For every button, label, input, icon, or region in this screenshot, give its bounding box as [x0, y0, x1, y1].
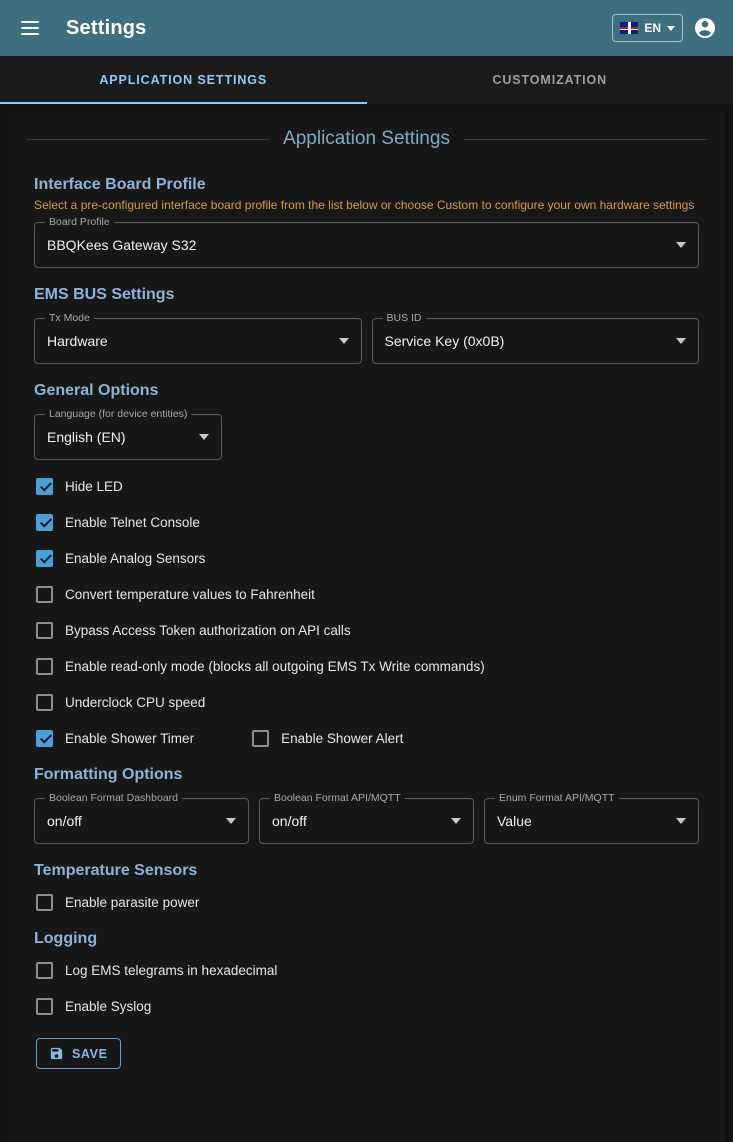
section-formatting-options-title: Formatting Options — [34, 766, 183, 783]
enum-api-field-wrap — [484, 792, 699, 844]
board-profile-select[interactable] — [34, 216, 699, 268]
checkbox-enable-parasite-power[interactable] — [36, 894, 199, 911]
section-logging-title: Logging — [34, 930, 98, 947]
checkbox-label: Hide LED — [65, 478, 123, 494]
checkbox-box-icon[interactable] — [36, 586, 53, 603]
bus-id-value: Service Key (0x0B) — [384, 333, 505, 349]
checkbox-label: Enable Shower Alert — [281, 730, 404, 746]
checkbox-box-icon[interactable] — [36, 514, 53, 531]
checkbox-enable-analog-sensors[interactable] — [36, 550, 205, 567]
tx-mode-label: Tx Mode — [45, 312, 94, 324]
board-profile-value: BBQKees Gateway S32 — [47, 237, 197, 253]
floppy-disk-save-icon — [49, 1046, 64, 1061]
checkbox-label: Enable read-only mode (blocks all outgoing EMS Tx Write commands) — [65, 658, 485, 674]
language-selector[interactable] — [612, 14, 683, 42]
checkbox-box-icon[interactable] — [36, 962, 53, 979]
checkbox-enable-syslog[interactable] — [36, 998, 151, 1015]
section-interface-board-profile-title: Interface Board Profile — [34, 176, 206, 193]
boolean-dashboard-field-wrap — [34, 792, 249, 844]
boolean-format-api-value: on/off — [272, 813, 307, 829]
content-title-row — [26, 128, 707, 150]
divider-left — [26, 139, 269, 140]
checkbox-enable-read-only-mode[interactable] — [36, 658, 485, 675]
boolean-format-dashboard-value: on/off — [47, 813, 82, 829]
save-button-label: SAVE — [72, 1046, 108, 1061]
checkbox-convert-to-fahrenheit[interactable] — [36, 586, 315, 603]
hamburger-menu-icon[interactable] — [10, 8, 50, 48]
checkbox-row-hex-telegrams — [26, 952, 707, 988]
tx-mode-select[interactable] — [34, 312, 362, 364]
board-profile-label: Board Profile — [45, 216, 114, 228]
section-ems-bus-title: EMS BUS Settings — [34, 286, 175, 303]
checkbox-label: Enable Shower Timer — [65, 730, 195, 746]
board-profile-field-wrap — [34, 216, 699, 268]
checkbox-row-hide-led — [26, 468, 707, 504]
chevron-down-icon — [667, 26, 675, 31]
checkbox-label: Enable Syslog — [65, 998, 152, 1014]
language-field-wrap — [34, 408, 222, 460]
device-language-label: Language (for device entities) — [45, 408, 191, 420]
checkbox-label: Log EMS telegrams in hexadecimal — [65, 962, 278, 978]
checkbox-enable-shower-timer[interactable] — [36, 730, 194, 747]
app-bar — [0, 0, 733, 56]
content-title: Application Settings — [283, 128, 450, 149]
boolean-format-api-label: Boolean Format API/MQTT — [270, 792, 405, 804]
chevron-down-icon — [199, 434, 209, 440]
device-language-value: English (EN) — [47, 429, 126, 445]
enum-format-api-value: Value — [497, 813, 532, 829]
chevron-down-icon — [451, 818, 461, 824]
checkbox-box-icon[interactable] — [36, 894, 53, 911]
checkbox-row-read-only-mode — [26, 648, 707, 684]
checkbox-box-icon[interactable] — [36, 622, 53, 639]
bus-id-field-wrap — [372, 312, 700, 364]
account-circle-icon[interactable] — [693, 16, 717, 40]
checkbox-box-icon[interactable] — [252, 730, 269, 747]
checkbox-bypass-access-token[interactable] — [36, 622, 351, 639]
save-button[interactable] — [36, 1038, 121, 1069]
boolean-api-field-wrap — [259, 792, 474, 844]
tab-active-indicator — [0, 102, 367, 104]
language-row — [26, 408, 707, 460]
settings-content — [8, 112, 725, 1142]
checkbox-box-icon[interactable] — [36, 658, 53, 675]
checkbox-enable-telnet-console[interactable] — [36, 514, 200, 531]
tab-bar — [0, 56, 733, 104]
chevron-down-icon — [676, 242, 686, 248]
section-interface-board-profile-subtitle: Select a pre-configured interface board profile from the list below or choose Custom to configure your own hardware settings — [34, 198, 695, 212]
language-code-label: EN — [644, 21, 661, 35]
bus-id-select[interactable] — [372, 312, 700, 364]
boolean-format-dashboard-label: Boolean Format Dashboard — [45, 792, 182, 804]
app-bar-actions — [612, 14, 723, 42]
chevron-down-icon — [339, 338, 349, 344]
divider-right — [464, 139, 707, 140]
device-language-select[interactable] — [34, 408, 222, 460]
enum-format-api-select[interactable] — [484, 792, 699, 844]
checkbox-log-hex-telegrams[interactable] — [36, 962, 277, 979]
checkbox-label: Underclock CPU speed — [65, 694, 206, 710]
section-general-options-title: General Options — [34, 382, 159, 399]
tx-mode-value: Hardware — [47, 333, 108, 349]
checkbox-row-telnet-console — [26, 504, 707, 540]
checkbox-row-bypass-token — [26, 612, 707, 648]
bus-id-label: BUS ID — [383, 312, 426, 324]
boolean-format-dashboard-select[interactable] — [34, 792, 249, 844]
ems-bus-row — [26, 312, 707, 364]
board-profile-row — [26, 216, 707, 268]
checkbox-row-analog-sensors — [26, 540, 707, 576]
tab-customization[interactable]: CUSTOMIZATION — [492, 73, 608, 87]
enum-format-api-label: Enum Format API/MQTT — [495, 792, 619, 804]
checkbox-label: Convert temperature values to Fahrenheit — [65, 586, 315, 602]
checkbox-row-syslog — [26, 988, 707, 1024]
checkbox-box-icon[interactable] — [36, 550, 53, 567]
checkbox-enable-shower-alert[interactable] — [252, 730, 403, 747]
formatting-options-row — [26, 792, 707, 844]
checkbox-box-icon[interactable] — [36, 694, 53, 711]
checkbox-box-icon[interactable] — [36, 478, 53, 495]
checkbox-label: Enable Analog Sensors — [65, 550, 206, 566]
checkbox-hide-led[interactable] — [36, 478, 123, 495]
tab-application-settings[interactable]: APPLICATION SETTINGS — [99, 73, 268, 87]
section-temperature-sensors-title: Temperature Sensors — [34, 862, 198, 879]
chevron-down-icon — [676, 338, 686, 344]
checkbox-underclock-cpu-speed[interactable] — [36, 694, 205, 711]
checkbox-row-shower — [26, 720, 707, 756]
tx-mode-field-wrap — [34, 312, 362, 364]
checkbox-row-fahrenheit — [26, 576, 707, 612]
checkbox-row-underclock-cpu — [26, 684, 707, 720]
checkbox-label: Enable Telnet Console — [65, 514, 200, 530]
checkbox-row-parasite-power — [26, 884, 707, 920]
checkbox-box-icon[interactable] — [36, 730, 53, 747]
boolean-format-api-select[interactable] — [259, 792, 474, 844]
checkbox-label: Bypass Access Token authorization on API calls — [65, 622, 351, 638]
chevron-down-icon — [226, 818, 236, 824]
uk-flag-icon — [620, 22, 638, 34]
page-title: Settings — [66, 16, 147, 39]
checkbox-box-icon[interactable] — [36, 998, 53, 1015]
chevron-down-icon — [676, 818, 686, 824]
checkbox-label: Enable parasite power — [65, 894, 200, 910]
